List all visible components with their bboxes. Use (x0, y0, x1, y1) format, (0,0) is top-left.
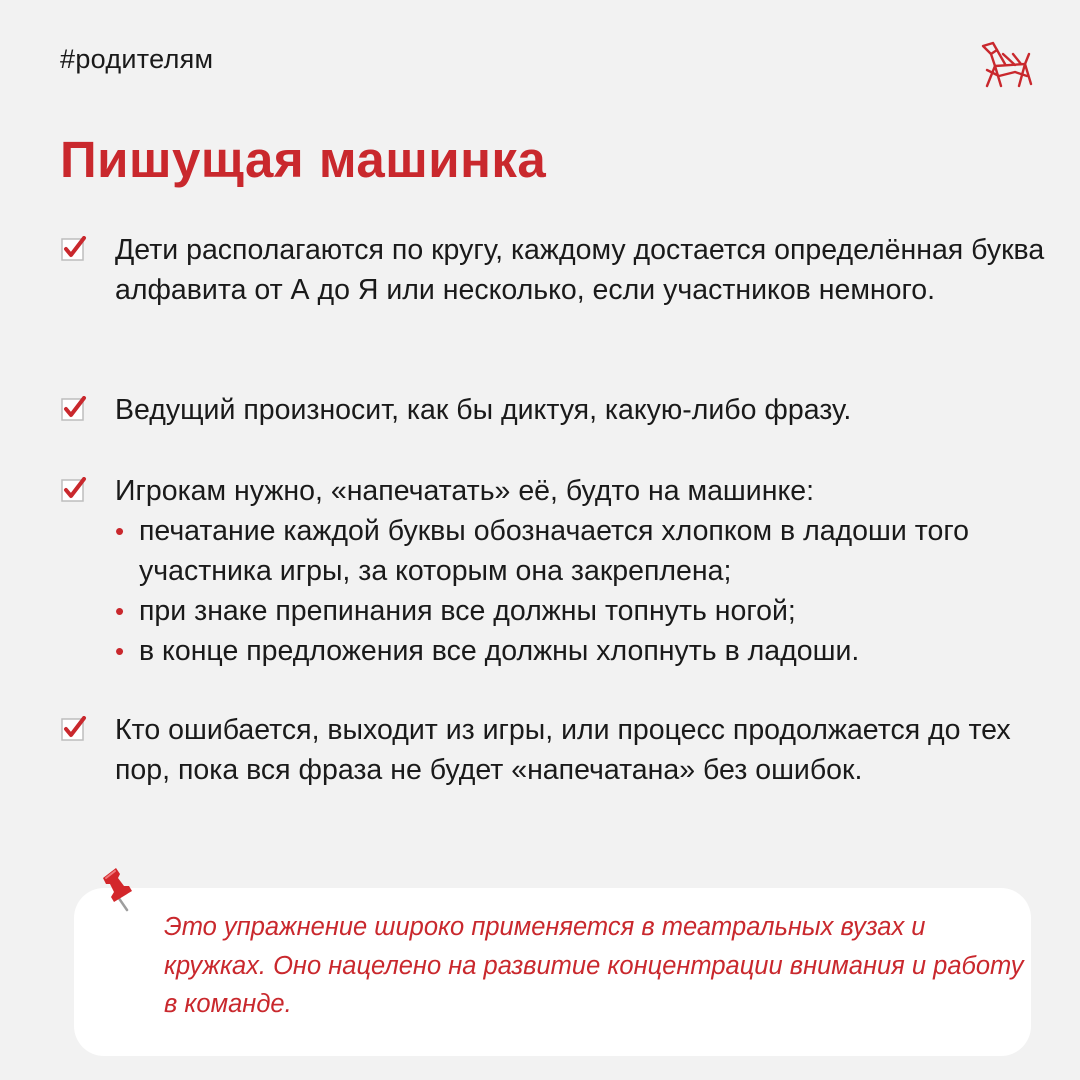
sub-list-item (115, 631, 1055, 671)
horse-logo-icon (975, 40, 1035, 90)
checkbox-checked-icon (61, 716, 87, 742)
bullet-icon: • (115, 516, 125, 546)
list-item-text: Игрокам нужно, «напечатать» её, будто на машинке: (115, 475, 815, 507)
sub-list-item-text: печатание каждой буквы обозначается хлопком в ладоши того участника игры, за которым она закреплена; (139, 515, 969, 587)
sub-list-item-text: при знаке препинания все должны топнуть ногой; (139, 595, 796, 627)
checkbox-checked-icon (61, 477, 87, 503)
checkbox-checked-icon (61, 236, 87, 262)
note-text: Это упражнение широко применяется в театральных вузах и кружках. Оно нацелено на развитие концентрации внимания и работу в команде. (164, 913, 1024, 1018)
hashtag-label: #родителям (60, 44, 214, 74)
bullet-icon: • (115, 636, 125, 666)
sub-list-item (115, 511, 1055, 591)
list-item-text: Дети располагаются по кругу, каждому достается определённая буква алфавита от А до Я или несколько, если участников немного. (115, 234, 1045, 306)
pushpin-icon (100, 866, 140, 912)
bullet-icon: • (115, 596, 125, 626)
sub-list-item-text: в конце предложения все должны хлопнуть в ладоши. (139, 635, 860, 667)
sub-list (115, 511, 1055, 671)
list-item-text: Кто ошибается, выходит из игры, или процесс продолжается до тех пор, пока вся фраза не будет «напечатана» без ошибок. (115, 714, 1011, 786)
list-item-text: Ведущий произносит, как бы диктуя, какую-либо фразу. (115, 394, 852, 426)
checkbox-checked-icon (61, 396, 87, 422)
page-title: Пишущая машинка (60, 131, 547, 188)
sub-list-item (115, 591, 1055, 631)
